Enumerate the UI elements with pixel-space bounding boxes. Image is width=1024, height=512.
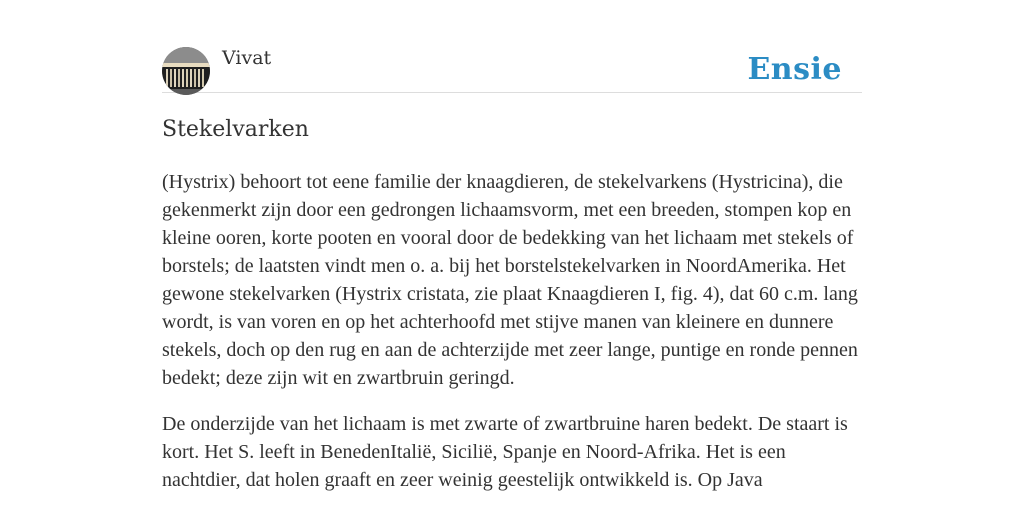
header (162, 0, 862, 93)
article-paragraph: De onderzijde van het lichaam is met zwarte of zwartbruine haren bedekt. De staart is kort. Het S. leeft in BenedenItalië, Sicilië, Spanje en Noord-Afrika. Het is een nachtdier, dat holen graaft en zeer weinig geestelijk ontwikkeld is. Op Java (162, 413, 848, 491)
article-paragraph: (Hystrix) behoort tot eene familie der knaagdieren, de stekelvarkens (Hystricina), die gekenmerkt zijn door een gedrongen lichaamsvorm, met een breeden, stompen kop en kleine ooren, korte pooten en vooral door de bedekking van het lichaam met stekels of borstels; de laatsten vindt men o. a. bij het borstelstekelvarken in NoordAmerika. Het gewone stekelvarken (Hystrix cristata, zie plaat Knaagdieren I, fig. 4), dat 60 c.m. lang wordt, is van voren en op het achterhoofd met stijve manen van kleinere en dunnere stekels, doch op den rug en aan de achterzijde met zeer lange, puntige en ronde pennen bedekt; deze zijn wit en zwartbruin geringd. (162, 171, 858, 389)
article-body (162, 168, 862, 512)
bookshelf-photo-icon (162, 47, 210, 95)
author-avatar[interactable] (162, 47, 210, 95)
brand-logo[interactable]: Ensie (747, 52, 842, 87)
article-title: Stekelvarken (162, 117, 309, 142)
page (162, 0, 862, 512)
author-name[interactable]: Vivat (222, 47, 272, 69)
